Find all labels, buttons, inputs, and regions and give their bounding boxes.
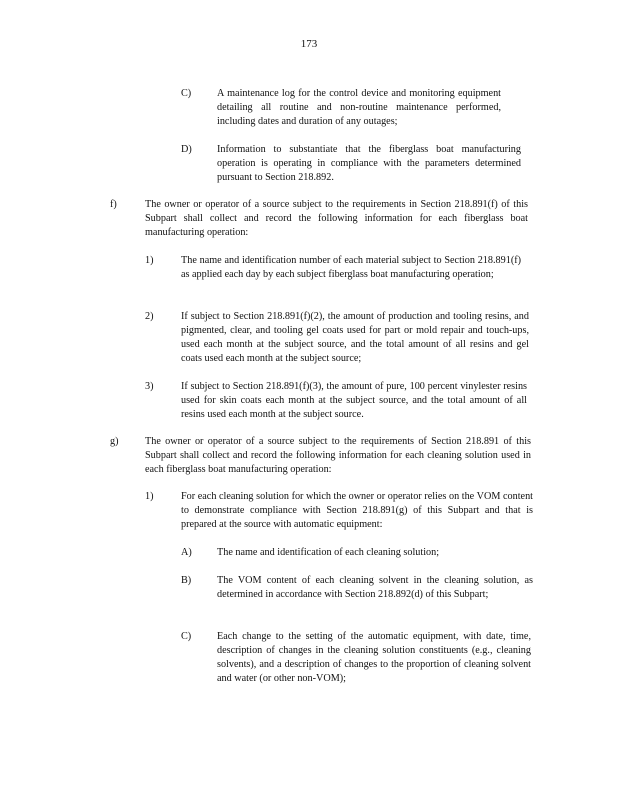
item-text: Each change to the setting of the automatic equipment, with date, time, description of changes in the cleaning solution constituents (e.g., cleaning solvents), and a description of changes to the proportion of cleaning solvent and water (or other non-VOM); [217,631,531,684]
item-text: If subject to Section 218.891(f)(3), the amount of pure, 100 percent vinylester resins used for skin coats each month at the subject source, and the total amount of all resins used each month at the subject source. [181,381,527,420]
item-text: A maintenance log for the control device and monitoring equipment detailing all routine and non-routine maintenance performed, including dates and duration of any outages; [217,88,501,127]
item-label: D) [181,144,192,155]
item-text: The VOM content of each cleaning solvent in the cleaning solution, as determined in accordance with Section 218.892(d) of this Subpart; [217,575,533,600]
item-label: f) [110,199,117,210]
item-label: A) [181,547,192,558]
item-label: C) [181,631,192,642]
item-text: The owner or operator of a source subject to the requirements of Section 218.891 of this Subpart shall collect and record the following information for each cleaning solution used in each fiberglass boat manufacturing operation: [145,436,531,475]
item-label: 1) [145,255,154,266]
item-label: g) [110,436,119,447]
item-label: 3) [145,381,154,392]
item-text: Information to substantiate that the fiberglass boat manufacturing operation is operating in compliance with the parameters determined pursuant to Section 218.892. [217,144,521,183]
item-label: C) [181,88,192,99]
item-label: B) [181,575,192,586]
item-label: 1) [145,491,154,502]
page-number: 173 [300,38,318,50]
item-text: The name and identification of each cleaning solution; [217,547,440,558]
item-text: The name and identification number of each material subject to Section 218.891(f) as applied each day by each subject fiberglass boat manufacturing operation; [181,255,521,280]
item-label: 2) [145,311,154,322]
item-text: If subject to Section 218.891(f)(2), the amount of production and tooling resins, and pigmented, clear, and tooling gel coats used for part or mold repair and touch-ups, used each month at the subject source, and the total amount of all resins and gel coats used each month at the subject source; [181,311,529,364]
item-text: For each cleaning solution for which the owner or operator relies on the VOM content to demonstrate compliance with Section 218.891(g) of this Subpart and that is prepared at the source with automatic equipment: [181,491,533,530]
item-text: The owner or operator of a source subject to the requirements in Section 218.891(f) of this Subpart shall collect and record the following information for each fiberglass boat manufacturing operation: [145,199,528,238]
